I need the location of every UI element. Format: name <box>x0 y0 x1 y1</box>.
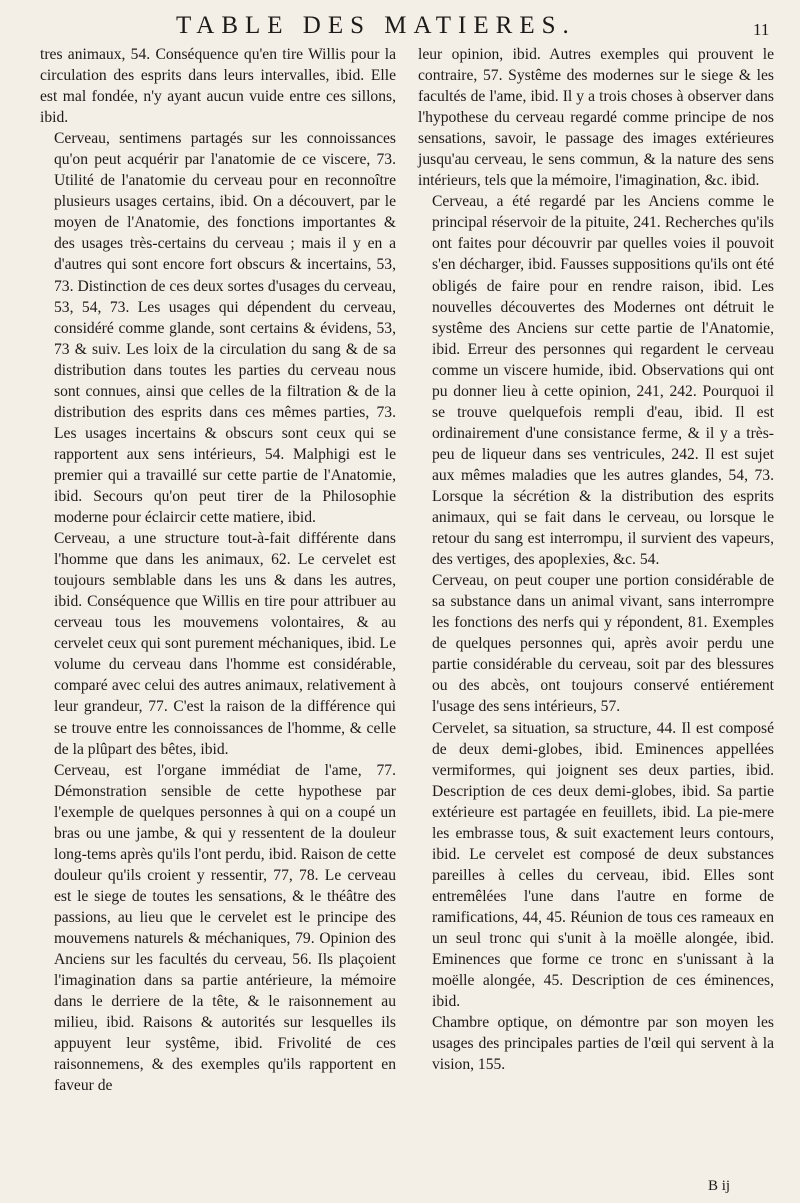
right-column <box>418 44 774 1075</box>
index-entry: Cerveau, a été regardé par les Anciens comme le principal réservoir de la pituite, 241. Recherches qu'ils ont faites pour découvrir par quelles voies il pouvoit s'en décharger, ibid. Fausses suppositions qu'ils ont été obligés de faire pour en rendre raison, ibid. Les nouvelles découvertes des Modernes ont détruit le systême des Anciens sur cette partie de l'Anatomie, ibid. Erreur des personnes qui regardent le cerveau comme un viscere humide, ibid. Observations qui ont pu donner lieu à cette opinion, 241, 242. Pourquoi il se trouve quelquefois rempli d'eau, ibid. Il est ordinairement d'une consistance ferme, & il y a très-peu de liqueur dans ses ventricules, 242. Il est sujet aux mêmes maladies que les autres glandes, 54, 73. Lorsque la sécrétion & la distribution des esprits animaux, qui se fait dans le cerveau, ou lorsque le retour du sang est interrompu, il survient des vapeurs, des vertiges, des apoplexies, &c. 54. <box>432 193 774 569</box>
index-entry: tres animaux, 54. Conséquence qu'en tire Willis pour la circulation des esprits dans leurs intervalles, ibid. Elle est mal fondée, n'y ayant aucun vuide entre ces sillons, ibid. <box>40 46 396 127</box>
index-entry: Chambre optique, on démontre par son moyen les usages des principales parties de l'œil qui servent à la vision, 155. <box>432 1014 774 1074</box>
page-number: 11 <box>753 20 770 39</box>
signature-mark: B ij <box>708 1178 731 1194</box>
index-entry: Cerveau, sentimens partagés sur les connoissances qu'on peut acquérir par l'anatomie de ce viscere, 73. Utilité de l'anatomie du cerveau pour en reconnoître plusieurs usages certains, ibid. On a découvert, par le moyen de l'Anatomie, des fonctions importantes & des usages très-certains du cerveau ; mais il y en a d'autres qui sont encore fort obscurs & incertains, 53, 73. Distinction de ces deux sortes d'usages du cerveau, 53, 54, 73. Les usages qui dépendent du cerveau, considéré comme glande, sont certains & évidens, 53, 73 & suiv. Les loix de la circulation du sang & de sa distribution dans toutes les parties du cerveau nous sont connues, ainsi que celles de la filtration & de la distribution des esprits dans ces mêmes parties, 73. Les usages incertains & obscurs sont ceux qui se rapportent aux sens intérieurs, 54. Malphigi est le premier qui a travaillé sur cette partie de l'Anatomie, ibid. Secours qu'on peut tirer de la Philosophie moderne pour éclaircir cette matiere, ibid. <box>54 130 396 527</box>
index-entry: Cerveau, on peut couper une portion considérable de sa substance dans un animal vivant, sans interrompre les fonctions des nerfs qui y répondent, 81. Exemples de quelques personnes qui, après avoir perdu une partie considérable du cerveau, soit par des blessures ou des abcès, ont toujours conservé entiérement l'usage des sens intérieurs, 57. <box>432 572 774 716</box>
index-entry: leur opinion, ibid. Autres exemples qui prouvent le contraire, 57. Systême des modernes sur le siege & les facultés de l'ame, ibid. Il y a trois choses à observer dans l'hypothese du cerveau regardé comme principe de nos sensations, savoir, le passage des images extérieures jusqu'au cerveau, le sens commun, & la nature des sens intérieurs, tels que la mémoire, l'imagination, &c. ibid. <box>418 46 774 190</box>
left-column <box>40 44 396 1096</box>
index-entry: Cervelet, sa situation, sa structure, 44. Il est composé de deux demi-globes, ibid. Eminences appellées vermiformes, qui joignent ses deux parties, ibid. Description de ces deux demi-globes, ibid. Sa partie extérieure est partagée en feuillets, ibid. La pie-mere les embrasse tous, & suit exactement leurs contours, ibid. Le cervelet est composé de deux substances pareilles à celles du cerveau, ibid. Elles sont entremêlées l'une dans l'autre en forme de ramifications, 44, 45. Réunion de tous ces rameaux en un seul tronc qui s'unit à la moëlle alongée, ibid. Eminences que forme ce tronc en s'unissant à la moëlle alongée, 45. Description de ces éminences, ibid. <box>432 719 774 1011</box>
page-title: TABLE DES MATIERES. <box>176 12 576 39</box>
index-entry: Cerveau, est l'organe immédiat de l'ame, 77. Démonstration sensible de cette hypothese par l'exemple de quelques personnes à qui on a coupé un bras ou une jambe, & qui y ressentent de la douleur long-tems après qu'ils l'ont perdu, ibid. Raison de cette douleur qu'ils croient y ressentir, 77, 78. Le cerveau est le siege de toutes les sensations, & le théâtre des passions, au lieu que le cervelet est le principe des mouvemens naturels & méchaniques, 79. Opinion des Anciens sur les facultés du cerveau, 56. Ils plaçoient l'imagination dans sa partie antérieure, la mémoire dans le derriere de la tête, & le raisonnement au milieu, ibid. Raisons & autorités sur lesquelles ils appuyent leur systême, ibid. Frivolité de ces raisonnemens, & des exemples qu'ils rapportent en faveur de <box>54 761 396 1095</box>
running-header <box>0 12 800 46</box>
index-entry: Cerveau, a une structure tout-à-fait différente dans l'homme que dans les animaux, 62. Le cervelet est toujours semblable dans les uns & dans les autres, ibid. Conséquence que Willis en tire pour attribuer au cerveau tous les mouvemens volontaires, & au cervelet ceux qui sont purement méchaniques, ibid. Le volume du cerveau dans l'homme est considérable, comparé avec celui des autres animaux, relativement à leur grandeur, 77. C'est la raison de la différence qui se trouve entre les connoissances de l'homme, & celle de la plûpart des bêtes, ibid. <box>54 530 396 758</box>
